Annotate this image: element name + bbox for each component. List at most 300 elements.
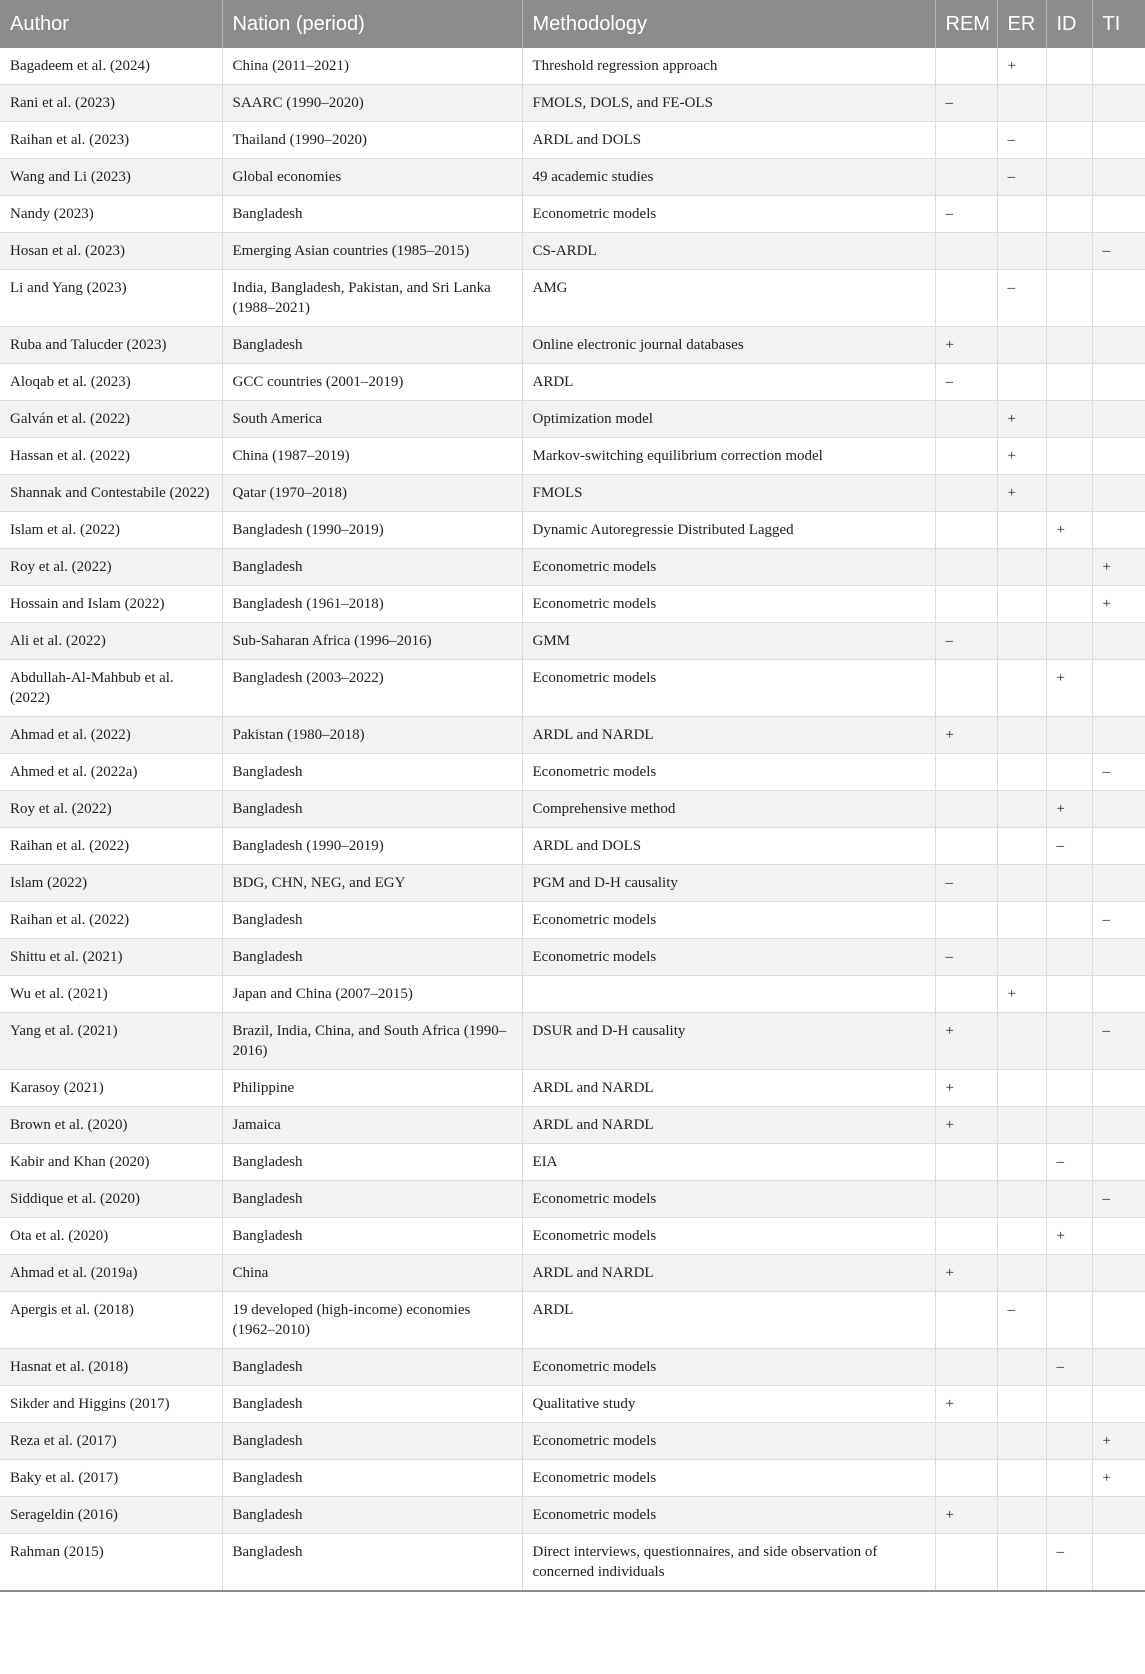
author-cell: Ahmad et al. (2019a): [0, 1255, 222, 1292]
table-row: [0, 586, 1145, 623]
id-cell: [1046, 1386, 1092, 1423]
methodology-cell: Econometric models: [522, 1349, 935, 1386]
ti-cell: –: [1092, 902, 1145, 939]
methodology-cell: GMM: [522, 623, 935, 660]
id-cell: [1046, 438, 1092, 475]
header-nation: Nation (period): [222, 0, 522, 48]
id-cell: –: [1046, 1349, 1092, 1386]
author-cell: Siddique et al. (2020): [0, 1181, 222, 1218]
methodology-cell: Online electronic journal databases: [522, 327, 935, 364]
nation-cell: Pakistan (1980–2018): [222, 717, 522, 754]
author-cell: Galván et al. (2022): [0, 401, 222, 438]
ti-cell: [1092, 401, 1145, 438]
ti-cell: [1092, 1349, 1145, 1386]
er-cell: [997, 1144, 1046, 1181]
er-cell: [997, 623, 1046, 660]
ti-cell: [1092, 438, 1145, 475]
table-row: [0, 754, 1145, 791]
table-row: [0, 401, 1145, 438]
table-row: [0, 196, 1145, 233]
author-cell: Hasnat et al. (2018): [0, 1349, 222, 1386]
ti-cell: [1092, 1386, 1145, 1423]
rem-cell: +: [935, 1497, 997, 1534]
author-cell: Serageldin (2016): [0, 1497, 222, 1534]
methodology-cell: DSUR and D-H causality: [522, 1013, 935, 1070]
rem-cell: [935, 976, 997, 1013]
header-methodology: Methodology: [522, 0, 935, 48]
nation-cell: Bangladesh: [222, 549, 522, 586]
id-cell: [1046, 327, 1092, 364]
methodology-cell: ARDL: [522, 364, 935, 401]
nation-cell: Jamaica: [222, 1107, 522, 1144]
author-cell: Karasoy (2021): [0, 1070, 222, 1107]
table-row: [0, 1460, 1145, 1497]
author-cell: Raihan et al. (2023): [0, 122, 222, 159]
id-cell: [1046, 1460, 1092, 1497]
nation-cell: China: [222, 1255, 522, 1292]
table-row: [0, 717, 1145, 754]
methodology-cell: Econometric models: [522, 549, 935, 586]
methodology-cell: AMG: [522, 270, 935, 327]
methodology-cell: Markov-switching equilibrium correction model: [522, 438, 935, 475]
rem-cell: +: [935, 327, 997, 364]
ti-cell: [1092, 1144, 1145, 1181]
methodology-cell: 49 academic studies: [522, 159, 935, 196]
er-cell: [997, 196, 1046, 233]
rem-cell: [935, 122, 997, 159]
nation-cell: Bangladesh: [222, 1349, 522, 1386]
er-cell: [997, 1013, 1046, 1070]
author-cell: Ruba and Talucder (2023): [0, 327, 222, 364]
id-cell: [1046, 1107, 1092, 1144]
rem-cell: +: [935, 1386, 997, 1423]
ti-cell: [1092, 512, 1145, 549]
nation-cell: Bangladesh: [222, 791, 522, 828]
methodology-cell: Econometric models: [522, 902, 935, 939]
nation-cell: Bangladesh: [222, 902, 522, 939]
author-cell: Apergis et al. (2018): [0, 1292, 222, 1349]
id-cell: [1046, 196, 1092, 233]
er-cell: [997, 1386, 1046, 1423]
nation-cell: Bangladesh: [222, 1423, 522, 1460]
nation-cell: Sub-Saharan Africa (1996–2016): [222, 623, 522, 660]
nation-cell: BDG, CHN, NEG, and EGY: [222, 865, 522, 902]
methodology-cell: Econometric models: [522, 939, 935, 976]
er-cell: +: [997, 48, 1046, 85]
methodology-cell: Econometric models: [522, 1460, 935, 1497]
rem-cell: –: [935, 85, 997, 122]
er-cell: [997, 512, 1046, 549]
ti-cell: [1092, 1107, 1145, 1144]
ti-cell: [1092, 1534, 1145, 1592]
er-cell: –: [997, 270, 1046, 327]
er-cell: [997, 586, 1046, 623]
nation-cell: Bangladesh (1961–2018): [222, 586, 522, 623]
er-cell: [997, 791, 1046, 828]
nation-cell: SAARC (1990–2020): [222, 85, 522, 122]
nation-cell: Thailand (1990–2020): [222, 122, 522, 159]
table-row: [0, 791, 1145, 828]
er-cell: [997, 939, 1046, 976]
ti-cell: [1092, 159, 1145, 196]
id-cell: [1046, 159, 1092, 196]
methodology-cell: Direct interviews, questionnaires, and side observation of concerned individuals: [522, 1534, 935, 1592]
er-cell: +: [997, 438, 1046, 475]
methodology-cell: ARDL: [522, 1292, 935, 1349]
rem-cell: [935, 1218, 997, 1255]
nation-cell: Bangladesh: [222, 196, 522, 233]
nation-cell: India, Bangladesh, Pakistan, and Sri Lanka (1988–2021): [222, 270, 522, 327]
ti-cell: –: [1092, 754, 1145, 791]
er-cell: [997, 1070, 1046, 1107]
ti-cell: +: [1092, 586, 1145, 623]
table-row: [0, 1292, 1145, 1349]
table-row: [0, 623, 1145, 660]
nation-cell: Qatar (1970–2018): [222, 475, 522, 512]
table-row: [0, 1255, 1145, 1292]
rem-cell: +: [935, 1107, 997, 1144]
ti-cell: [1092, 48, 1145, 85]
rem-cell: [935, 1423, 997, 1460]
nation-cell: Bangladesh: [222, 1181, 522, 1218]
rem-cell: [935, 1181, 997, 1218]
methodology-cell: Econometric models: [522, 196, 935, 233]
nation-cell: Bangladesh: [222, 754, 522, 791]
author-cell: Raihan et al. (2022): [0, 828, 222, 865]
ti-cell: [1092, 122, 1145, 159]
table-row: [0, 1534, 1145, 1592]
table-row: [0, 438, 1145, 475]
rem-cell: –: [935, 364, 997, 401]
er-cell: [997, 660, 1046, 717]
ti-cell: [1092, 475, 1145, 512]
rem-cell: +: [935, 1255, 997, 1292]
nation-cell: Bangladesh: [222, 1218, 522, 1255]
er-cell: [997, 233, 1046, 270]
id-cell: [1046, 549, 1092, 586]
id-cell: +: [1046, 1218, 1092, 1255]
id-cell: +: [1046, 660, 1092, 717]
id-cell: [1046, 902, 1092, 939]
id-cell: [1046, 623, 1092, 660]
id-cell: –: [1046, 1144, 1092, 1181]
author-cell: Raihan et al. (2022): [0, 902, 222, 939]
id-cell: [1046, 122, 1092, 159]
ti-cell: [1092, 270, 1145, 327]
rem-cell: [935, 902, 997, 939]
author-cell: Yang et al. (2021): [0, 1013, 222, 1070]
er-cell: [997, 828, 1046, 865]
author-cell: Baky et al. (2017): [0, 1460, 222, 1497]
er-cell: [997, 1107, 1046, 1144]
nation-cell: Bangladesh: [222, 1460, 522, 1497]
table-row: [0, 976, 1145, 1013]
author-cell: Ota et al. (2020): [0, 1218, 222, 1255]
rem-cell: [935, 270, 997, 327]
table-row: [0, 48, 1145, 85]
rem-cell: [935, 1460, 997, 1497]
ti-cell: [1092, 1292, 1145, 1349]
rem-cell: [935, 1349, 997, 1386]
id-cell: [1046, 1292, 1092, 1349]
header-id: ID: [1046, 0, 1092, 48]
table-row: [0, 865, 1145, 902]
nation-cell: Philippine: [222, 1070, 522, 1107]
id-cell: [1046, 754, 1092, 791]
table-row: [0, 549, 1145, 586]
methodology-cell: Optimization model: [522, 401, 935, 438]
rem-cell: [935, 1144, 997, 1181]
author-cell: Nandy (2023): [0, 196, 222, 233]
nation-cell: Bangladesh: [222, 1386, 522, 1423]
methodology-cell: Qualitative study: [522, 1386, 935, 1423]
table-row: [0, 1218, 1145, 1255]
er-cell: [997, 1181, 1046, 1218]
header-row: [0, 0, 1145, 48]
table-row: [0, 85, 1145, 122]
table-row: [0, 1013, 1145, 1070]
author-cell: Ali et al. (2022): [0, 623, 222, 660]
ti-cell: [1092, 976, 1145, 1013]
rem-cell: [935, 159, 997, 196]
er-cell: –: [997, 159, 1046, 196]
id-cell: +: [1046, 512, 1092, 549]
author-cell: Shittu et al. (2021): [0, 939, 222, 976]
nation-cell: Bangladesh: [222, 327, 522, 364]
er-cell: +: [997, 401, 1046, 438]
methodology-cell: ARDL and NARDL: [522, 1107, 935, 1144]
er-cell: [997, 327, 1046, 364]
methodology-cell: Econometric models: [522, 586, 935, 623]
table-row: [0, 327, 1145, 364]
methodology-cell: ARDL and NARDL: [522, 1255, 935, 1292]
er-cell: +: [997, 475, 1046, 512]
header-author: Author: [0, 0, 222, 48]
id-cell: [1046, 233, 1092, 270]
er-cell: [997, 1349, 1046, 1386]
table-row: [0, 475, 1145, 512]
rem-cell: [935, 401, 997, 438]
author-cell: Hossain and Islam (2022): [0, 586, 222, 623]
nation-cell: Japan and China (2007–2015): [222, 976, 522, 1013]
rem-cell: [935, 475, 997, 512]
rem-cell: [935, 512, 997, 549]
rem-cell: [935, 791, 997, 828]
nation-cell: Bangladesh: [222, 1497, 522, 1534]
ti-cell: [1092, 1218, 1145, 1255]
methodology-cell: Dynamic Autoregressie Distributed Lagged: [522, 512, 935, 549]
nation-cell: 19 developed (high-income) economies (1962–2010): [222, 1292, 522, 1349]
table-row: [0, 902, 1145, 939]
methodology-cell: Econometric models: [522, 1218, 935, 1255]
id-cell: [1046, 1255, 1092, 1292]
rem-cell: +: [935, 717, 997, 754]
ti-cell: [1092, 1070, 1145, 1107]
id-cell: [1046, 976, 1092, 1013]
author-cell: Rahman (2015): [0, 1534, 222, 1592]
rem-cell: [935, 1292, 997, 1349]
table-row: [0, 159, 1145, 196]
nation-cell: Bangladesh: [222, 939, 522, 976]
id-cell: [1046, 586, 1092, 623]
er-cell: [997, 1534, 1046, 1592]
ti-cell: –: [1092, 233, 1145, 270]
methodology-cell: Econometric models: [522, 660, 935, 717]
ti-cell: +: [1092, 549, 1145, 586]
id-cell: [1046, 1181, 1092, 1218]
table-body: [0, 48, 1145, 1591]
er-cell: [997, 902, 1046, 939]
ti-cell: [1092, 327, 1145, 364]
nation-cell: Bangladesh: [222, 1144, 522, 1181]
rem-cell: [935, 660, 997, 717]
table-row: [0, 270, 1145, 327]
table-row: [0, 1386, 1145, 1423]
table-row: [0, 512, 1145, 549]
rem-cell: +: [935, 1013, 997, 1070]
methodology-cell: FMOLS, DOLS, and FE-OLS: [522, 85, 935, 122]
author-cell: Ahmed et al. (2022a): [0, 754, 222, 791]
methodology-cell: Comprehensive method: [522, 791, 935, 828]
ti-cell: +: [1092, 1460, 1145, 1497]
nation-cell: South America: [222, 401, 522, 438]
id-cell: [1046, 270, 1092, 327]
rem-cell: –: [935, 623, 997, 660]
id-cell: [1046, 939, 1092, 976]
ti-cell: [1092, 939, 1145, 976]
rem-cell: [935, 754, 997, 791]
ti-cell: –: [1092, 1181, 1145, 1218]
methodology-cell: Econometric models: [522, 1181, 935, 1218]
id-cell: +: [1046, 791, 1092, 828]
ti-cell: +: [1092, 1423, 1145, 1460]
er-cell: –: [997, 1292, 1046, 1349]
id-cell: –: [1046, 828, 1092, 865]
id-cell: [1046, 475, 1092, 512]
ti-cell: [1092, 85, 1145, 122]
methodology-cell: Econometric models: [522, 1423, 935, 1460]
rem-cell: –: [935, 939, 997, 976]
ti-cell: [1092, 865, 1145, 902]
author-cell: Sikder and Higgins (2017): [0, 1386, 222, 1423]
methodology-cell: [522, 976, 935, 1013]
nation-cell: Global economies: [222, 159, 522, 196]
nation-cell: GCC countries (2001–2019): [222, 364, 522, 401]
nation-cell: Bangladesh (1990–2019): [222, 828, 522, 865]
ti-cell: [1092, 623, 1145, 660]
methodology-cell: CS-ARDL: [522, 233, 935, 270]
table-row: [0, 364, 1145, 401]
author-cell: Li and Yang (2023): [0, 270, 222, 327]
er-cell: [997, 1497, 1046, 1534]
er-cell: [997, 1218, 1046, 1255]
rem-cell: [935, 233, 997, 270]
table-row: [0, 233, 1145, 270]
methodology-cell: Econometric models: [522, 1497, 935, 1534]
er-cell: [997, 1255, 1046, 1292]
er-cell: [997, 364, 1046, 401]
ti-cell: [1092, 791, 1145, 828]
table-row: [0, 828, 1145, 865]
table-row: [0, 1107, 1145, 1144]
methodology-cell: FMOLS: [522, 475, 935, 512]
author-cell: Roy et al. (2022): [0, 791, 222, 828]
id-cell: [1046, 865, 1092, 902]
table-row: [0, 939, 1145, 976]
methodology-cell: Econometric models: [522, 754, 935, 791]
id-cell: [1046, 401, 1092, 438]
methodology-cell: Threshold regression approach: [522, 48, 935, 85]
header-er: ER: [997, 0, 1046, 48]
table-row: [0, 660, 1145, 717]
nation-cell: Emerging Asian countries (1985–2015): [222, 233, 522, 270]
rem-cell: [935, 438, 997, 475]
methodology-cell: EIA: [522, 1144, 935, 1181]
rem-cell: [935, 48, 997, 85]
author-cell: Bagadeem et al. (2024): [0, 48, 222, 85]
nation-cell: China (1987–2019): [222, 438, 522, 475]
table-row: [0, 1349, 1145, 1386]
er-cell: [997, 85, 1046, 122]
nation-cell: China (2011–2021): [222, 48, 522, 85]
methodology-cell: ARDL and NARDL: [522, 717, 935, 754]
author-cell: Islam (2022): [0, 865, 222, 902]
er-cell: [997, 549, 1046, 586]
author-cell: Aloqab et al. (2023): [0, 364, 222, 401]
id-cell: [1046, 1070, 1092, 1107]
nation-cell: Bangladesh (1990–2019): [222, 512, 522, 549]
ti-cell: [1092, 717, 1145, 754]
methodology-cell: ARDL and NARDL: [522, 1070, 935, 1107]
author-cell: Kabir and Khan (2020): [0, 1144, 222, 1181]
ti-cell: [1092, 1255, 1145, 1292]
id-cell: [1046, 717, 1092, 754]
id-cell: [1046, 1423, 1092, 1460]
author-cell: Abdullah-Al-Mahbub et al. (2022): [0, 660, 222, 717]
er-cell: [997, 754, 1046, 791]
author-cell: Hassan et al. (2022): [0, 438, 222, 475]
author-cell: Ahmad et al. (2022): [0, 717, 222, 754]
table-row: [0, 1181, 1145, 1218]
ti-cell: [1092, 828, 1145, 865]
id-cell: [1046, 364, 1092, 401]
author-cell: Reza et al. (2017): [0, 1423, 222, 1460]
id-cell: [1046, 1497, 1092, 1534]
author-cell: Brown et al. (2020): [0, 1107, 222, 1144]
nation-cell: Bangladesh (2003–2022): [222, 660, 522, 717]
er-cell: +: [997, 976, 1046, 1013]
rem-cell: [935, 1534, 997, 1592]
header-ti: TI: [1092, 0, 1145, 48]
author-cell: Wu et al. (2021): [0, 976, 222, 1013]
rem-cell: [935, 828, 997, 865]
author-cell: Shannak and Contestabile (2022): [0, 475, 222, 512]
methodology-cell: ARDL and DOLS: [522, 122, 935, 159]
ti-cell: [1092, 660, 1145, 717]
id-cell: –: [1046, 1534, 1092, 1592]
rem-cell: +: [935, 1070, 997, 1107]
er-cell: –: [997, 122, 1046, 159]
methodology-cell: PGM and D-H causality: [522, 865, 935, 902]
nation-cell: Brazil, India, China, and South Africa (1990–2016): [222, 1013, 522, 1070]
table-row: [0, 122, 1145, 159]
author-cell: Hosan et al. (2023): [0, 233, 222, 270]
header-rem: REM: [935, 0, 997, 48]
rem-cell: [935, 586, 997, 623]
table-row: [0, 1423, 1145, 1460]
table-row: [0, 1497, 1145, 1534]
er-cell: [997, 1423, 1046, 1460]
